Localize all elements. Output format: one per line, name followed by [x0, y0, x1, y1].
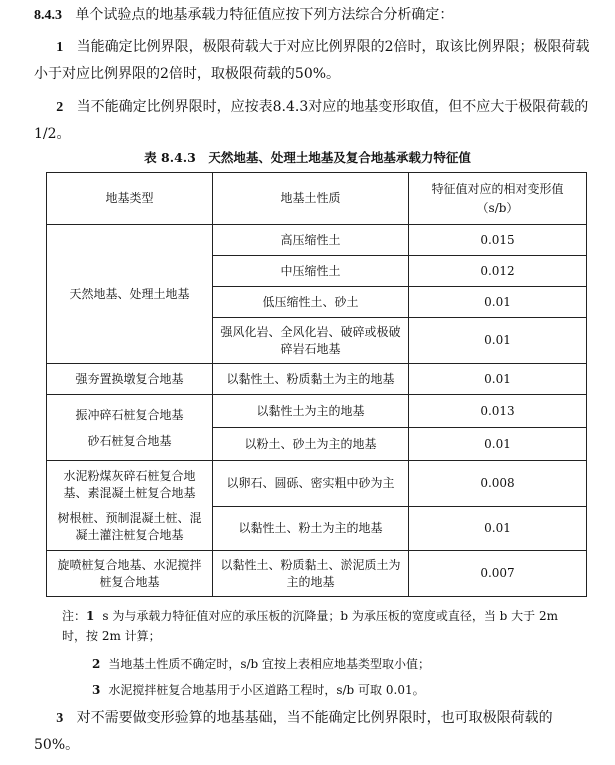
section-paragraph	[34, 2, 594, 29]
table-row	[47, 461, 587, 507]
value-cell: 0.007	[409, 551, 587, 597]
soil-cell: 低压缩性土、砂土	[213, 287, 409, 318]
item-2-text: 当不能确定比例界限时，应按表8.4.3对应的地基变形取值，但不应大于极限荷载的1/2。	[34, 99, 589, 142]
value-cell: 0.01	[409, 318, 587, 364]
note-3	[92, 680, 612, 700]
table-row	[47, 364, 587, 395]
section-number: 8.4.3	[34, 8, 62, 23]
table-caption: 表 8.4.3 天然地基、处理土地基及复合地基承载力特征值	[144, 150, 471, 165]
type-cell	[47, 395, 213, 461]
type-cell: 天然地基、处理土地基	[47, 225, 213, 364]
value-cell: 0.013	[409, 395, 587, 428]
note-2-text: 当地基土性质不确定时，s/b 宜按上表相应地基类型取小值；	[108, 657, 431, 671]
section-text: 单个试验点的地基承载力特征值应按下列方法综合分析确定：	[75, 7, 454, 23]
value-cell: 0.01	[409, 428, 587, 461]
value-cell: 0.012	[409, 256, 587, 287]
note-3-number: 3	[92, 683, 101, 697]
type-line: 振冲碎石桩复合地基	[75, 407, 184, 422]
soil-cell: 以黏性土、粉质黏土为主的地基	[213, 364, 409, 395]
table-header-row	[47, 173, 587, 225]
type-line: 砂石桩复合地基	[87, 433, 172, 448]
soil-cell: 以黏性土为主的地基	[213, 395, 409, 428]
header-relative-deformation: 特征值对应的相对变形值（s/b）	[409, 173, 587, 225]
table-row	[47, 395, 587, 428]
item-1-paragraph	[34, 34, 594, 87]
soil-cell: 以卵石、圆砾、密实粗中砂为主	[213, 461, 409, 507]
note-2	[92, 654, 612, 674]
note-label: 注：	[62, 609, 87, 623]
item-2-number: 2	[56, 100, 64, 115]
note-3-text: 水泥搅拌桩复合地基用于小区道路工程时，s/b 可取 0.01。	[108, 683, 425, 697]
header-foundation-type: 地基类型	[47, 173, 213, 225]
type-cell: 强夯置换墩复合地基	[47, 364, 213, 395]
type-cell	[47, 461, 213, 551]
type-cell: 旋喷桩复合地基、水泥搅拌桩复合地基	[47, 551, 213, 597]
item-2-paragraph	[34, 94, 594, 147]
value-cell: 0.015	[409, 225, 587, 256]
soil-cell: 以黏性土、粉土为主的地基	[213, 507, 409, 551]
soil-cell: 以黏性土、粉质黏土、淤泥质土为主的地基	[213, 551, 409, 597]
soil-cell: 强风化岩、全风化岩、破碎或极破碎岩石地基	[213, 318, 409, 364]
value-cell: 0.008	[409, 461, 587, 507]
item-3-paragraph	[34, 705, 594, 758]
note-1-text: s 为与承载力特征值对应的承压板的沉降量；b 为承压板的宽度或直径，当 b 大于 2m 时，按 2m 计算；	[62, 609, 558, 643]
note-1-number: 1	[86, 609, 95, 623]
soil-cell: 高压缩性土	[213, 225, 409, 256]
soil-cell: 以粉土、砂土为主的地基	[213, 428, 409, 461]
item-3-text: 对不需要做变形验算的地基基础，当不能确定比例界限时，也可取极限荷载的50%。	[34, 710, 553, 753]
type-line: 树根桩、预制混凝土桩、混凝土灌注桩复合地基	[57, 510, 202, 542]
soil-cell: 中压缩性土	[213, 256, 409, 287]
note-1	[62, 606, 582, 646]
header-soil-property: 地基土性质	[213, 173, 409, 225]
value-cell: 0.01	[409, 287, 587, 318]
note-2-number: 2	[92, 657, 101, 671]
value-cell: 0.01	[409, 364, 587, 395]
bearing-capacity-table	[46, 172, 587, 597]
type-line: 水泥粉煤灰碎石桩复合地基、素混凝土桩复合地基	[63, 468, 196, 500]
value-cell: 0.01	[409, 507, 587, 551]
table-row	[47, 225, 587, 256]
item-3-number: 3	[56, 711, 64, 726]
item-1-number: 1	[56, 40, 64, 55]
table-row	[47, 551, 587, 597]
item-1-text: 当能确定比例界限，极限荷载大于对应比例界限的2倍时，取该比例界限；极限荷载小于对应比例界限的2倍时，取极限荷载的50%。	[34, 39, 590, 82]
